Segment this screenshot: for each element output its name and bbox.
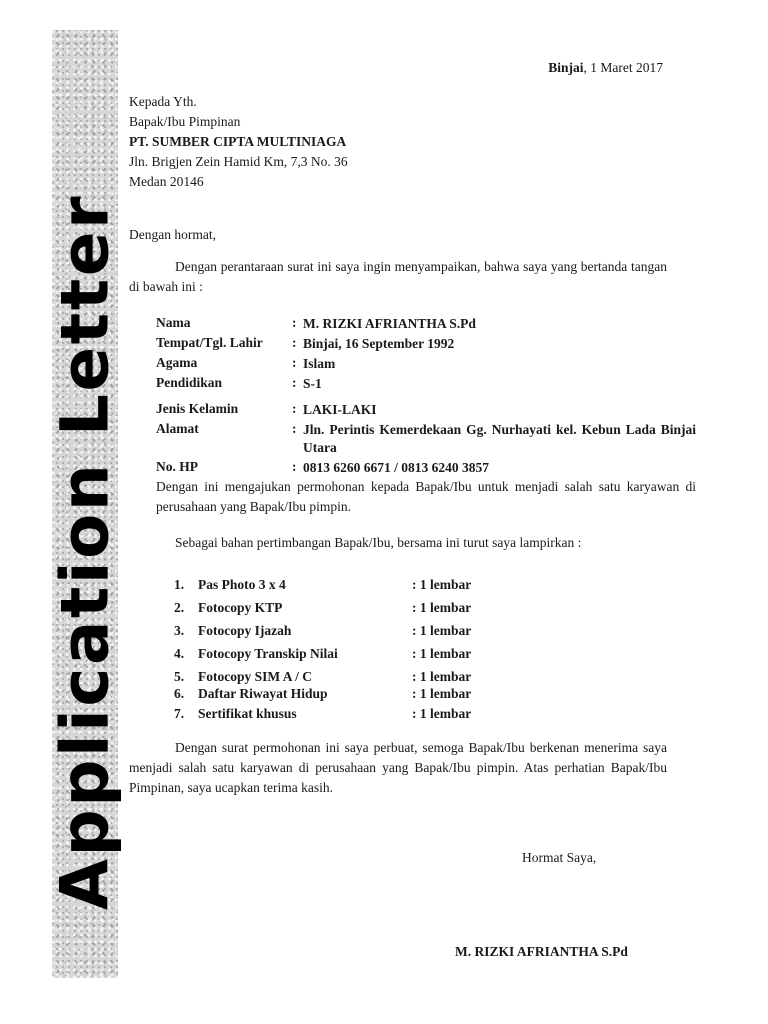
attachment-number: 6. [174,686,185,701]
detail-separator: : [292,401,297,416]
signer-name: M. RIZKI AFRIANTHA S.Pd [455,944,628,959]
attachment-number: 3. [174,623,185,638]
sign-off: Hormat Saya, [522,850,597,865]
attachment-qty: : 1 lembar [412,669,472,684]
detail-separator: : [292,335,297,350]
detail-separator: : [292,421,297,436]
detail-value: S-1 [303,376,322,391]
detail-value: M. RIZKI AFRIANTHA S.Pd [303,316,476,331]
recipient-addressee: Bapak/Ibu Pimpinan [129,114,241,129]
intro-paragraph: Dengan perantaraan surat ini saya ingin menyampaikan, bahwa saya yang bertanda tangan di bawah ini : [129,259,667,294]
detail-label: Jenis Kelamin [156,401,239,416]
detail-separator: : [292,315,297,330]
detail-separator: : [292,355,297,370]
recipient-city: Medan 20146 [129,174,204,189]
detail-value: LAKI-LAKI [303,402,377,417]
attachment-qty: : 1 lembar [412,706,472,721]
detail-value: Islam [303,356,336,371]
side-title: Application Letter [46,193,124,911]
detail-separator: : [292,375,297,390]
detail-label: Agama [156,355,198,370]
attachment-name: Fotocopy KTP [198,600,283,615]
detail-label: Nama [156,315,191,330]
detail-value: Jln. Perintis Kemerdekaan Gg. Nurhayati kel. Kebun Lada Binjai Utara [303,422,696,455]
attachment-qty: : 1 lembar [412,623,472,638]
recipient-company: PT. SUMBER CIPTA MULTINIAGA [129,134,347,149]
attachment-name: Fotocopy Ijazah [198,623,292,638]
detail-label: No. HP [156,459,198,474]
attachment-name: Pas Photo 3 x 4 [198,577,286,592]
detail-label: Tempat/Tgl. Lahir [156,335,263,350]
attachment-qty: : 1 lembar [412,686,472,701]
recipient-greeting: Kepada Yth. [129,94,197,109]
attachments-intro: Sebagai bahan pertimbangan Bapak/Ibu, bersama ini turut saya lampirkan : [175,535,582,550]
date-city: Binjai [548,60,584,75]
attachment-name: Fotocopy SIM A / C [198,669,313,684]
attachment-name: Fotocopy Transkip Nilai [198,646,338,661]
detail-label: Alamat [156,421,199,436]
attachment-qty: : 1 lembar [412,600,472,615]
attachment-number: 5. [174,669,185,684]
detail-separator: : [292,459,297,474]
attachment-name: Daftar Riwayat Hidup [198,686,328,701]
letter-date [548,60,663,76]
date-rest: , 1 Maret 2017 [583,60,663,75]
attachment-number: 4. [174,646,185,661]
attachment-number: 1. [174,577,185,592]
recipient-street: Jln. Brigjen Zein Hamid Km, 7,3 No. 36 [129,154,348,169]
detail-value: 0813 6260 6671 / 0813 6240 3857 [303,460,490,475]
attachment-qty: : 1 lembar [412,577,472,592]
salutation: Dengan hormat, [129,227,216,242]
attachment-name: Sertifikat khusus [198,706,297,721]
attachment-number: 7. [174,706,185,721]
detail-value: Binjai, 16 September 1992 [303,336,455,351]
attachment-qty: : 1 lembar [412,646,472,661]
closing-paragraph: Dengan surat permohonan ini saya perbuat, semoga Bapak/Ibu berkenan menerima saya menjadi salah satu karyawan di perusahaan yang Bapak/Ibu pimpin. Atas perhatian Bapak/Ibu Pimpinan, saya ucapkan terima kasih. [129,740,667,795]
request-paragraph: Dengan ini mengajukan permohonan kepada Bapak/Ibu untuk menjadi salah satu karyawan di perusahaan yang Bapak/Ibu pimpin. [156,479,696,514]
detail-label: Pendidikan [156,375,223,390]
attachment-number: 2. [174,600,185,615]
